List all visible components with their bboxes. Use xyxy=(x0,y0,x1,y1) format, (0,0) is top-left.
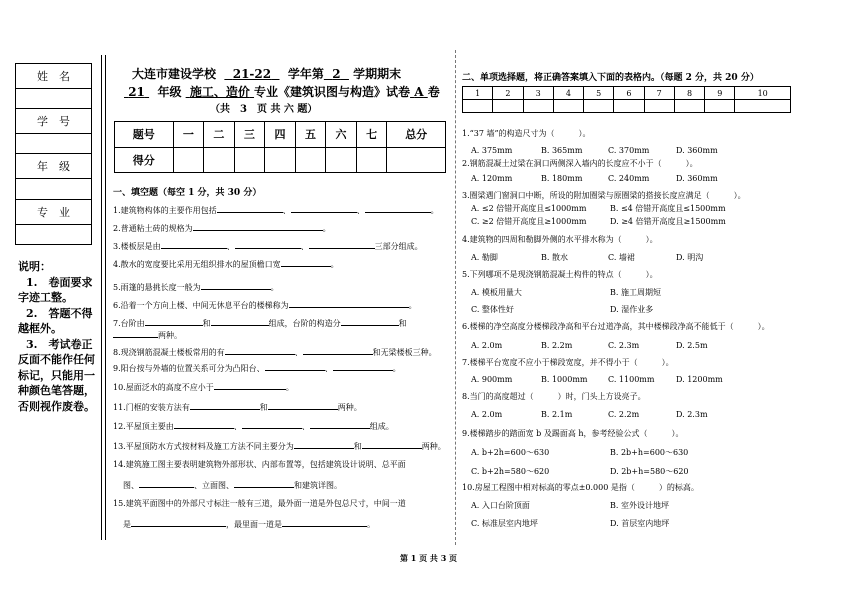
fill-question: 12.平屋顶主要由 、 、 组成。 xyxy=(113,419,394,432)
score-header-cell: 一 xyxy=(173,122,204,148)
choice-question-stem: 9.楼梯踏步的踏面宽 b 及踢面高 h，参考经验公式（ ）。 xyxy=(462,429,684,438)
answer-number: 10 xyxy=(735,87,791,100)
fill-question: 1.建筑物构体的主要作用包括 、 、 。 xyxy=(113,203,439,216)
choice-option[interactable]: A. 900mm xyxy=(471,375,513,384)
score-cell[interactable] xyxy=(234,147,265,173)
choice-option[interactable]: B. 1000mm xyxy=(541,375,588,384)
choice-question-stem: 7.楼梯平台宽度不应小于梯段宽度，并不得小于（ ）。 xyxy=(462,358,674,367)
score-cell[interactable] xyxy=(387,147,446,173)
choice-question-stem: 2.钢筋混凝土过梁在洞口两侧深入墙内的长度应不小于（ ）。 xyxy=(462,159,698,168)
choice-option[interactable]: A. 2.0m xyxy=(471,410,503,419)
choice-option[interactable]: B. 散水 xyxy=(541,253,568,262)
answer-cell[interactable] xyxy=(493,100,523,113)
choice-option[interactable]: A. 120mm xyxy=(471,174,513,183)
answer-cell[interactable] xyxy=(674,100,704,113)
fill-question: 3.楼板层是由 、 、 三部分组成。 xyxy=(113,239,423,252)
id-field[interactable] xyxy=(16,134,92,154)
fill-question: 10.屋面泛水的高度不应小于 。 xyxy=(113,380,294,393)
answer-number: 7 xyxy=(644,87,674,100)
score-cell[interactable] xyxy=(204,147,235,173)
answer-input-row xyxy=(463,100,791,113)
choice-option[interactable]: C. 墙裙 xyxy=(608,253,635,262)
fill-question-cont: 两种。 xyxy=(113,328,182,341)
score-header-cell: 题号 xyxy=(115,122,174,148)
choice-option[interactable]: A. 入口台阶顶面 xyxy=(471,501,530,510)
choice-option[interactable]: D. 2b+h=580～620 xyxy=(610,467,689,476)
fill-question: 13.平屋顶防水方式按材料及施工方法不同主要分为 和 两种。 xyxy=(113,439,446,452)
major-label: 专 业 xyxy=(16,199,92,224)
choice-option[interactable]: B. 2.1m xyxy=(541,410,573,419)
score-header-cell: 总分 xyxy=(387,122,446,148)
choice-option[interactable]: B. ≤4 倍错开高度且≤1500mm xyxy=(610,204,726,213)
section2-title: 二、单项选择题，将正确答案填入下面的表格内。（每题 2 分，共 20 分） xyxy=(462,73,759,83)
choice-option[interactable]: A. 勒脚 xyxy=(471,253,498,262)
choice-option[interactable]: D. 首层室内地坪 xyxy=(610,519,670,528)
exam-header-line2: 21 年级 施工、造价 专业《建筑识图与构造》试卷 A 卷 xyxy=(128,85,440,99)
choice-option[interactable]: A. 模板用量大 xyxy=(471,288,522,297)
choice-option[interactable]: D. 360mm xyxy=(676,146,718,155)
page-footer: 第 1 页 共 3 页 xyxy=(400,553,458,563)
answer-number: 9 xyxy=(705,87,735,100)
major-field[interactable] xyxy=(16,224,92,244)
answer-cell[interactable] xyxy=(614,100,644,113)
student-info-table xyxy=(15,63,92,245)
score-header-cell: 三 xyxy=(234,122,265,148)
score-header-cell: 七 xyxy=(356,122,387,148)
choice-question-stem: 10.房屋工程图中相对标高的零点±0.000 是指（ ）的标高。 xyxy=(462,483,699,492)
choice-option[interactable]: B. 365mm xyxy=(541,146,583,155)
answer-number: 3 xyxy=(523,87,553,100)
grade-label: 年 级 xyxy=(16,154,92,179)
choice-question-stem: 5.下列哪项不是现浇钢筋混凝土构件的特点（ ）。 xyxy=(462,270,658,279)
section1-title: 一、填空题（每空 1 分，共 30 分） xyxy=(113,188,262,198)
choice-option[interactable]: C. 240mm xyxy=(608,174,650,183)
answer-number: 6 xyxy=(614,87,644,100)
fill-question: 4.散水的宽度要比采用无组织排水的屋顶檐口宽 。 xyxy=(113,257,339,270)
choice-option[interactable]: C. 1100mm xyxy=(608,375,655,384)
binding-line-inner xyxy=(105,55,106,540)
choice-option[interactable]: B. 180mm xyxy=(541,174,583,183)
choice-option[interactable]: C. 标准层室内地坪 xyxy=(471,519,538,528)
score-header-cell: 六 xyxy=(326,122,357,148)
choice-option[interactable]: D. 360mm xyxy=(676,174,718,183)
choice-option[interactable]: D. 明沟 xyxy=(676,253,704,262)
note-item: 3. 考试卷正反面不能作任何标记，只能用一种颜色笔答题，否则视作废卷。 xyxy=(18,337,95,413)
score-header-cell: 五 xyxy=(295,122,326,148)
fill-question: 7.台阶由 和 组成，台阶的构造分 和 xyxy=(113,316,407,329)
fill-question-cont: 图、 、立面图、 和建筑详图。 xyxy=(123,478,342,491)
notes-title: 说明： xyxy=(18,260,51,273)
score-cell[interactable] xyxy=(356,147,387,173)
exam-header-line1: 大连市建设学校 21-22 学年第 2 学期期末 xyxy=(132,67,402,81)
choice-option[interactable]: D. 2.3m xyxy=(676,410,708,419)
score-header-cell: 四 xyxy=(265,122,296,148)
answer-cell[interactable] xyxy=(463,100,493,113)
column-divider xyxy=(455,50,456,545)
score-table xyxy=(114,121,446,173)
score-header-cell: 二 xyxy=(204,122,235,148)
score-cell[interactable] xyxy=(265,147,296,173)
note-item: 1. 卷面要求字迹工整。 xyxy=(18,275,93,304)
name-label: 姓 名 xyxy=(16,64,92,89)
choice-option[interactable]: A. 2.0m xyxy=(471,341,503,350)
choice-question-stem: 3.圈梁遇门窗洞口中断，所设的附加圈梁与原圈梁的搭接长度应满足（ ）。 xyxy=(462,191,746,200)
exam-header-pages: （共 3 页 共 六 题） xyxy=(210,104,318,115)
choice-option[interactable]: C. 2.3m xyxy=(608,341,640,350)
fill-question: 14.建筑施工图主要表明建筑物外部形状、内部布置等，包括建筑设计说明、总平面 xyxy=(113,460,406,469)
choice-option[interactable]: B. 室外设计地坪 xyxy=(610,501,669,510)
choice-option[interactable]: D. 2.5m xyxy=(676,341,708,350)
fill-question: 6.沿着一个方向上楼、中间无休息平台的楼梯称为 。 xyxy=(113,298,417,311)
answer-cell[interactable] xyxy=(553,100,583,113)
answer-number: 5 xyxy=(584,87,614,100)
fill-question: 8.现浇钢筋混凝土楼板常用的有 、 和无梁楼板三种。 xyxy=(113,345,437,358)
choice-question-stem: 6.楼梯的净空高度分楼梯段净高和平台过道净高，其中楼梯段净高不能低于（ ）。 xyxy=(462,322,770,331)
choice-question-stem: 8.当门的高度超过（ ）时，门头上方设亮子。 xyxy=(462,392,646,401)
note-item: 2. 答题不得越框外。 xyxy=(18,306,93,335)
choice-option[interactable]: C. ≥2 倍错开高度且≥1000mm xyxy=(471,217,587,226)
answer-cell[interactable] xyxy=(705,100,735,113)
choice-option[interactable]: D. 1200mm xyxy=(676,375,723,384)
answer-cell[interactable] xyxy=(584,100,614,113)
choice-option[interactable]: C. 整体性好 xyxy=(471,305,514,314)
score-row-label: 得分 xyxy=(115,147,174,173)
score-cell[interactable] xyxy=(173,147,204,173)
answer-number: 8 xyxy=(674,87,704,100)
choice-option[interactable]: D. ≥4 倍错开高度且≥1500mm xyxy=(610,217,726,226)
answer-cell[interactable] xyxy=(735,100,791,113)
exam-notes xyxy=(18,259,98,414)
answer-number: 4 xyxy=(553,87,583,100)
choice-option[interactable]: A. ≤2 倍错开高度且≤1000mm xyxy=(471,204,587,213)
fill-question: 5.雨篷的悬挑长度一般为 。 xyxy=(113,280,279,293)
answer-number: 1 xyxy=(463,87,493,100)
answer-number: 2 xyxy=(493,87,523,100)
grade-field[interactable] xyxy=(16,179,92,199)
choice-option[interactable]: B. 2.2m xyxy=(541,341,573,350)
answer-cell[interactable] xyxy=(523,100,553,113)
fill-question-cont: 是 ，最里面一道是 。 xyxy=(123,517,375,530)
binding-line xyxy=(101,55,102,540)
score-cell[interactable] xyxy=(295,147,326,173)
choice-question-stem: 1.“37 墙”的构造尺寸为（ ）。 xyxy=(462,129,591,138)
choice-option[interactable]: D. 湿作业多 xyxy=(610,305,654,314)
name-field[interactable] xyxy=(16,88,92,108)
fill-question: 15.建筑平面图中的外部尺寸标注一般有三道，最外面一道是外包总尺寸，中间一道 xyxy=(113,499,406,508)
answer-number-row xyxy=(463,87,791,100)
choice-option[interactable]: B. 施工周期短 xyxy=(610,288,661,297)
choice-option[interactable]: C. 2.2m xyxy=(608,410,640,419)
score-cell[interactable] xyxy=(326,147,357,173)
answer-cell[interactable] xyxy=(644,100,674,113)
choice-option[interactable]: A. b+2h=600～630 xyxy=(471,448,550,457)
choice-question-stem: 4.建筑物的四周和勒脚外侧的水平排水称为（ ）。 xyxy=(462,235,658,244)
id-label: 学 号 xyxy=(16,109,92,134)
fill-question: 11.门框的安装方法有 和 两种。 xyxy=(113,400,362,413)
fill-question: 9.阳台按与外墙的位置关系可分为凸阳台、 、 。 xyxy=(113,361,401,374)
score-value-row xyxy=(115,147,446,173)
fill-question: 2.普通粘土砖的规格为 。 xyxy=(113,221,331,234)
choice-option[interactable]: C. b+2h=580～620 xyxy=(471,467,550,476)
choice-option[interactable]: A. 375mm xyxy=(471,146,513,155)
answer-table xyxy=(462,86,791,113)
choice-option[interactable]: B. 2b+h=600～630 xyxy=(610,448,689,457)
choice-option[interactable]: C. 370mm xyxy=(608,146,650,155)
score-header-row xyxy=(115,122,446,148)
